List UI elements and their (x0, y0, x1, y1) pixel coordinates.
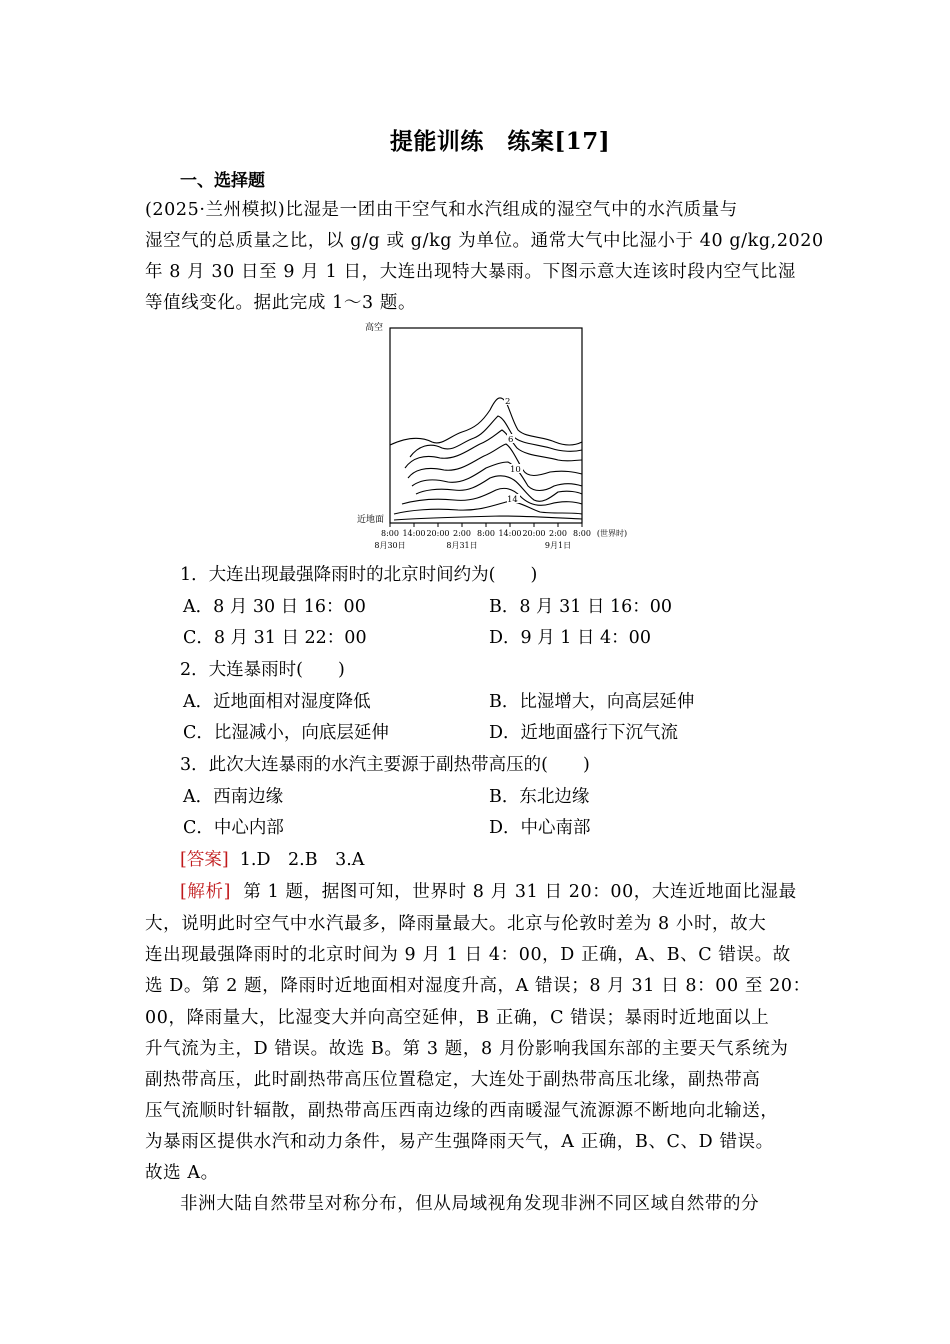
question-2-option-c: C．比湿减小，向底层延伸 (183, 723, 389, 743)
question-1-option-b: B．8 月 31 日 16：00 (489, 597, 673, 617)
contour-label-6: 6 (508, 435, 514, 445)
question-3-option-c: C．中心内部 (183, 818, 284, 838)
x-tick-label: 2:00 (549, 529, 567, 538)
question-2-option-a: A．近地面相对湿度降低 (183, 692, 371, 712)
intro-line-4: 等值线变化。据此完成 1～3 题。 (145, 293, 417, 313)
analysis-line-8: 压气流顺时针辐散，副热带高压西南边缘的西南暖湿气流源源不断地向北输送， (145, 1101, 779, 1121)
analysis-line-9: 为暴雨区提供水汽和动力条件，易产生强降雨天气，A 正确，B、C、D 错误。 (145, 1132, 774, 1152)
question-1-option-a: A．8 月 30 日 16：00 (183, 597, 366, 617)
question-3-option-a: A．西南边缘 (183, 787, 284, 807)
contour-line-14 (402, 488, 582, 505)
question-3-stem: 3．此次大连暴雨的水汽主要源于副热带高压的( ) (180, 755, 590, 775)
answer-line (180, 846, 364, 871)
x-axis-unit: (世界时) (596, 529, 628, 538)
contour-line-2 (390, 398, 582, 445)
date-label: 8月30日 (374, 541, 406, 550)
date-label: 8月31日 (446, 541, 478, 550)
question-2-stem: 2．大连暴雨时( ) (180, 660, 345, 680)
intro-line-2: 湿空气的总质量之比，以 g/g 或 g/kg 为单位。通常大气中比湿小于 40 g/kg,2020 (145, 231, 824, 251)
x-tick-label: 8:00 (477, 529, 495, 538)
analysis-text-1: 第 1 题，据图可知，世界时 8 月 31 日 20：00，大连近地面比湿最 (243, 882, 797, 902)
question-3-option-b: B．东北边缘 (489, 787, 590, 807)
contour-line-6 (405, 430, 582, 468)
question-3-option-d: D．中心南部 (489, 818, 591, 838)
contour-label-10: 10 (510, 465, 521, 475)
analysis-line-7: 副热带高压，此时副热带高压位置稳定，大连处于副热带高压北缘，副热带高 (145, 1070, 761, 1090)
x-tick-label: 20:00 (522, 529, 546, 538)
contour-line-8 (408, 444, 582, 478)
question-1-option-c: C．8 月 31 日 22：00 (183, 628, 367, 648)
section-heading: 一、选择题 (180, 171, 265, 191)
x-tick-label: 8:00 (381, 529, 399, 538)
y-label-bottom: 近地面 (357, 515, 385, 525)
question-1-option-d: D．9 月 1 日 4：00 (489, 628, 651, 648)
x-tick-label: 2:00 (453, 529, 471, 538)
intro-line-1: (2025·兰州模拟)比湿是一团由干空气和水汽组成的湿空气中的水汽质量与 (145, 200, 738, 220)
x-tick-label: 14:00 (498, 529, 522, 538)
analysis-line-2: 大，说明此时空气中水汽最多，降雨量最大。北京与伦敦时差为 8 小时，故大 (145, 914, 767, 934)
contour-lines (390, 398, 582, 520)
contour-label-2: 2 (505, 397, 511, 407)
answer-tag: [答案] (180, 850, 229, 870)
x-tick-label: 20:00 (426, 529, 450, 538)
answer-text: 1.D 2.B 3.A (239, 850, 365, 870)
analysis-line-10: 故选 A。 (145, 1163, 219, 1183)
plot-frame (390, 328, 582, 523)
contour-line-4 (410, 416, 582, 457)
question-2-option-d: D．近地面盛行下沉气流 (489, 723, 679, 743)
x-tick-label: 14:00 (402, 529, 426, 538)
y-label-top: 高空 (365, 323, 384, 333)
date-label: 9月1日 (544, 541, 572, 550)
analysis-tag: [解析] (180, 882, 232, 902)
contour-label-14: 14 (507, 495, 518, 505)
analysis-line-3: 连出现最强降雨时的北京时间为 9 月 1 日 4：00，D 正确，A、B、C 错误。故 (145, 945, 791, 965)
intro-line-3: 年 8 月 30 日至 9 月 1 日，大连出现特大暴雨。下图示意大连该时段内空气比湿 (145, 262, 796, 282)
contour-line-18 (394, 516, 582, 520)
analysis-line-1 (180, 878, 797, 903)
page-title: 提能训练 练案[17] (389, 128, 611, 155)
next-paragraph: 非洲大陆自然带呈对称分布，但从局域视角发现非洲不同区域自然带的分 (180, 1194, 760, 1214)
analysis-line-6: 升气流为主，D 错误。故选 B。第 3 题，8 月份影响我国东部的主要天气系统为 (145, 1039, 789, 1059)
question-1-stem: 1．大连出现最强降雨时的北京时间约为( ) (180, 565, 538, 585)
humidity-contour-figure (350, 318, 640, 554)
x-tick-label: 8:00 (573, 529, 591, 538)
question-2-option-b: B．比湿增大，向高层延伸 (489, 692, 695, 712)
analysis-line-4: 选 D。第 2 题，降雨时近地面相对湿度升高，A 错误；8 月 31 日 8：00 至 20： (145, 976, 811, 996)
analysis-line-5: 00，降雨量大，比湿变大并向高空延伸，B 正确，C 错误；暴雨时近地面以上 (145, 1008, 770, 1028)
